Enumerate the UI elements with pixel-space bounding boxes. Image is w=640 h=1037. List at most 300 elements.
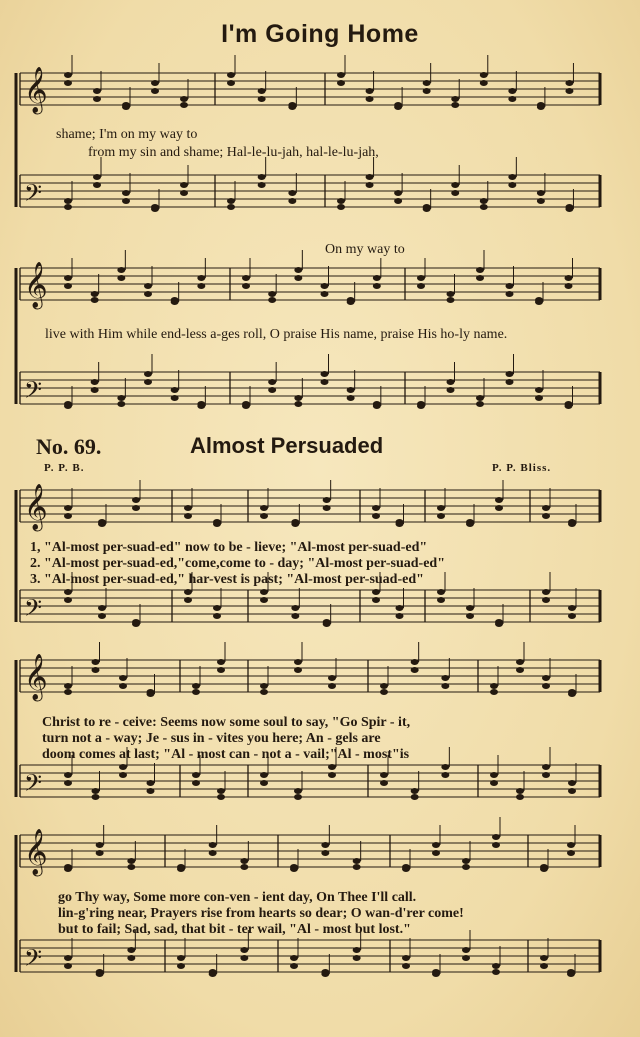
bass-clef-icon: 𝄢 [24,594,43,627]
note-head [96,842,104,848]
note-head [117,401,125,407]
note-head [476,275,484,281]
note-head [96,850,104,856]
note-head [209,969,217,975]
note-head [64,597,72,603]
note-head [227,80,235,86]
note-head [568,613,576,619]
note-head [171,387,179,393]
note-head [535,387,543,393]
note-head [117,275,125,281]
note-head [411,788,419,794]
note-head [184,513,192,519]
note-head [396,519,404,525]
note-head [542,772,550,778]
music-credit: P. P. Bliss. [492,462,552,474]
note-head [92,659,100,665]
note-head [144,379,152,385]
note-head [197,283,205,289]
note-head [466,519,474,525]
note-head [240,864,248,870]
note-head [402,955,410,961]
note-head [462,864,470,870]
note-head [180,96,188,102]
treble-clef-icon: 𝄞 [24,654,48,700]
note-head [321,283,329,289]
note-head [567,850,575,856]
lyric-line: live with Him while end-less a-ges roll, O praise His name, praise His ho-ly name. [45,327,508,342]
note-head [508,96,516,102]
note-head [373,275,381,281]
note-head [171,297,179,303]
treble-clef-icon: 𝄞 [24,262,48,308]
note-head [93,88,101,94]
note-head [396,605,404,611]
note-head [122,198,130,204]
note-head [495,619,503,625]
note-head [480,72,488,78]
note-head [321,969,329,975]
note-head [380,683,388,689]
note-head [323,505,331,511]
note-head [542,589,550,595]
note-head [476,395,484,401]
note-head [132,619,140,625]
note-head [91,387,99,393]
note-head [423,204,431,210]
note-head [93,96,101,102]
note-head [119,675,127,681]
note-head [294,275,302,281]
note-head [411,794,419,800]
note-head [323,619,331,625]
note-head [417,401,425,407]
note-head [92,794,100,800]
note-head [288,198,296,204]
note-head [337,204,345,210]
note-head [151,80,159,86]
note-head [542,513,550,519]
note-head [373,283,381,289]
note-head [568,605,576,611]
note-head [516,794,524,800]
note-head [337,80,345,86]
lyric-line: shame; I'm on my way to [56,127,198,142]
note-head [366,96,374,102]
note-head [192,689,200,695]
note-head [291,605,299,611]
note-head [540,864,548,870]
note-head [151,204,159,210]
note-head [366,88,374,94]
note-head [565,275,573,281]
note-head [151,88,159,94]
note-head [506,283,514,289]
note-head [411,667,419,673]
note-head [119,764,127,770]
note-head [127,955,135,961]
note-head [64,772,72,778]
note-head [437,505,445,511]
note-head [462,955,470,961]
note-head [506,379,514,385]
note-head [217,794,225,800]
note-head [242,401,250,407]
note-head [260,597,268,603]
note-head [568,788,576,794]
lyric-line: from my sin and shame; Hal-le-lu-jah, hal-le-lu-jah, [88,145,379,160]
bass-clef-icon: 𝄢 [24,179,43,212]
words-credit: P. P. B. [44,462,85,474]
note-head [117,267,125,273]
note-head [328,764,336,770]
note-head [353,864,361,870]
note-head [466,605,474,611]
note-head [93,182,101,188]
note-head [288,102,296,108]
note-head [91,297,99,303]
note-head [184,505,192,511]
note-head [294,267,302,273]
note-head [242,283,250,289]
note-head [447,387,455,393]
note-head [542,683,550,689]
note-head [192,683,200,689]
note-head [260,772,268,778]
note-head [240,955,248,961]
note-head [132,497,140,503]
note-head [451,96,459,102]
note-head [290,864,298,870]
note-head [117,395,125,401]
note-head [180,102,188,108]
note-head [213,519,221,525]
note-head [568,519,576,525]
bass-clef-icon: 𝄢 [24,944,43,977]
note-head [366,182,374,188]
note-head [567,842,575,848]
note-head [122,190,130,196]
note-head [96,969,104,975]
note-head [258,174,266,180]
note-head [568,780,576,786]
note-head [462,947,470,953]
note-head [260,689,268,695]
note-head [321,371,329,377]
treble-clef-icon: 𝄞 [24,484,48,530]
note-head [490,689,498,695]
note-head [64,683,72,689]
verse-lyric: Christ to re - ceive: Seems now some soul to say, "Go Spir - it, [42,715,411,730]
note-head [258,88,266,94]
note-head [144,291,152,297]
note-head [144,283,152,289]
note-head [323,497,331,503]
note-head [180,182,188,188]
note-head [402,864,410,870]
note-head [508,182,516,188]
note-head [372,589,380,595]
note-head [294,659,302,665]
verse-lyric: 1, "Al-most per-suad-ed" now to be - lieve; "Al-most per-suad-ed" [30,540,428,555]
note-head [567,969,575,975]
note-head [268,387,276,393]
note-head [64,72,72,78]
note-head [64,963,72,969]
note-head [542,675,550,681]
note-head [177,963,185,969]
note-head [337,72,345,78]
note-head [417,283,425,289]
note-head [294,667,302,673]
note-head [347,297,355,303]
note-head [294,794,302,800]
note-head [268,379,276,385]
note-head [394,190,402,196]
note-head [565,88,573,94]
note-head [64,955,72,961]
note-head [217,667,225,673]
note-head [516,788,524,794]
note-head [490,772,498,778]
note-head [240,947,248,953]
note-head [542,764,550,770]
note-head [180,190,188,196]
note-head [451,102,459,108]
note-head [568,689,576,695]
note-head [372,505,380,511]
note-head [260,683,268,689]
note-head [380,689,388,695]
note-head [260,780,268,786]
note-head [480,198,488,204]
note-head [411,659,419,665]
verse-lyric: doom comes at last; "Al - most can - not a - vail;"Al - most"is [42,747,410,762]
note-head [466,613,474,619]
note-head [64,780,72,786]
note-head [380,780,388,786]
note-head [565,80,573,86]
note-head [92,788,100,794]
note-head [542,597,550,603]
note-head [119,772,127,778]
note-head [535,297,543,303]
note-head [402,963,410,969]
note-head [192,780,200,786]
verse-lyric: lin-g'ring near, Prayers rise from hearts so dear; O wan-d'rer come! [58,906,464,921]
note-head [184,597,192,603]
note-head [217,788,225,794]
note-head [492,969,500,975]
note-head [98,613,106,619]
note-head [64,204,72,210]
note-head [290,955,298,961]
note-head [227,72,235,78]
note-head [372,513,380,519]
note-head [328,675,336,681]
bass-clef-icon: 𝄢 [24,769,43,802]
note-head [321,291,329,297]
hymn-title: Almost Persuaded [190,433,384,458]
note-head [480,80,488,86]
note-head [122,102,130,108]
note-head [437,513,445,519]
note-head [462,858,470,864]
note-head [321,842,329,848]
note-head [268,297,276,303]
note-head [171,395,179,401]
note-head [119,683,127,689]
note-head [353,955,361,961]
note-head [328,683,336,689]
note-head [260,513,268,519]
note-head [184,589,192,595]
note-head [432,842,440,848]
note-head [537,198,545,204]
lyric-line: On my way to [325,242,405,257]
treble-clef-icon: 𝄞 [24,67,48,113]
verse-lyric: 3. "Al-most per-suad-ed," har-vest is past; "Al-most per-suad-ed" [30,572,424,587]
note-head [197,275,205,281]
note-head [147,788,155,794]
note-head [227,198,235,204]
note-head [290,963,298,969]
note-head [495,497,503,503]
note-head [540,963,548,969]
note-head [132,505,140,511]
note-head [347,395,355,401]
note-head [492,834,500,840]
note-head [98,519,106,525]
note-head [177,864,185,870]
note-head [372,597,380,603]
note-head [476,401,484,407]
note-head [353,947,361,953]
note-head [373,401,381,407]
note-head [476,267,484,273]
note-head [490,683,498,689]
note-head [423,80,431,86]
note-head [294,401,302,407]
note-head [64,275,72,281]
note-head [91,291,99,297]
note-head [258,182,266,188]
note-head [432,850,440,856]
note-head [508,88,516,94]
note-head [441,764,449,770]
note-head [490,780,498,786]
note-head [242,275,250,281]
bass-clef-icon: 𝄢 [24,376,43,409]
note-head [447,297,455,303]
note-head [366,174,374,180]
note-head [291,613,299,619]
note-head [353,858,361,864]
note-head [209,850,217,856]
note-head [321,379,329,385]
note-head [260,505,268,511]
note-head [92,667,100,673]
note-head [93,174,101,180]
note-head [437,589,445,595]
note-head [396,613,404,619]
note-head [64,513,72,519]
note-head [147,780,155,786]
note-head [480,204,488,210]
note-head [64,589,72,595]
verse-lyric: go Thy way, Some more con-ven - ient day, On Thee I'll call. [58,890,417,905]
note-head [565,204,573,210]
note-head [127,858,135,864]
note-head [516,667,524,673]
note-head [417,275,425,281]
note-head [240,858,248,864]
note-head [441,675,449,681]
verse-lyric: turn not a - way; Je - sus in - vites you here; An - gels are [42,731,381,746]
note-head [394,102,402,108]
note-head [447,379,455,385]
note-head [147,689,155,695]
note-head [537,102,545,108]
note-head [380,772,388,778]
note-head [213,613,221,619]
note-head [64,864,72,870]
note-head [506,291,514,297]
note-head [447,291,455,297]
note-head [437,597,445,603]
note-head [565,401,573,407]
note-head [495,505,503,511]
note-head [451,182,459,188]
note-head [492,842,500,848]
note-head [535,395,543,401]
note-head [177,955,185,961]
note-head [347,387,355,393]
note-head [91,379,99,385]
note-head [328,772,336,778]
note-head [321,850,329,856]
note-head [64,689,72,695]
note-head [537,190,545,196]
note-head [394,198,402,204]
note-head [64,401,72,407]
verse-lyric: 2. "Al-most per-suad-ed,"come,come to - day; "Al-most per-suad-ed" [30,556,445,571]
note-head [508,174,516,180]
note-head [451,190,459,196]
note-head [540,955,548,961]
note-head [258,96,266,102]
note-head [291,519,299,525]
note-head [423,88,431,94]
note-head [127,864,135,870]
note-head [268,291,276,297]
note-head [98,605,106,611]
treble-clef-icon: 𝄞 [24,829,48,875]
note-head [64,505,72,511]
note-head [64,80,72,86]
note-head [227,204,235,210]
note-head [64,198,72,204]
note-head [441,772,449,778]
note-head [209,842,217,848]
note-head [492,963,500,969]
note-head [144,371,152,377]
note-head [294,788,302,794]
song-title-im-going-home: I'm Going Home [221,20,419,48]
note-head [288,190,296,196]
note-head [192,772,200,778]
note-head [294,395,302,401]
